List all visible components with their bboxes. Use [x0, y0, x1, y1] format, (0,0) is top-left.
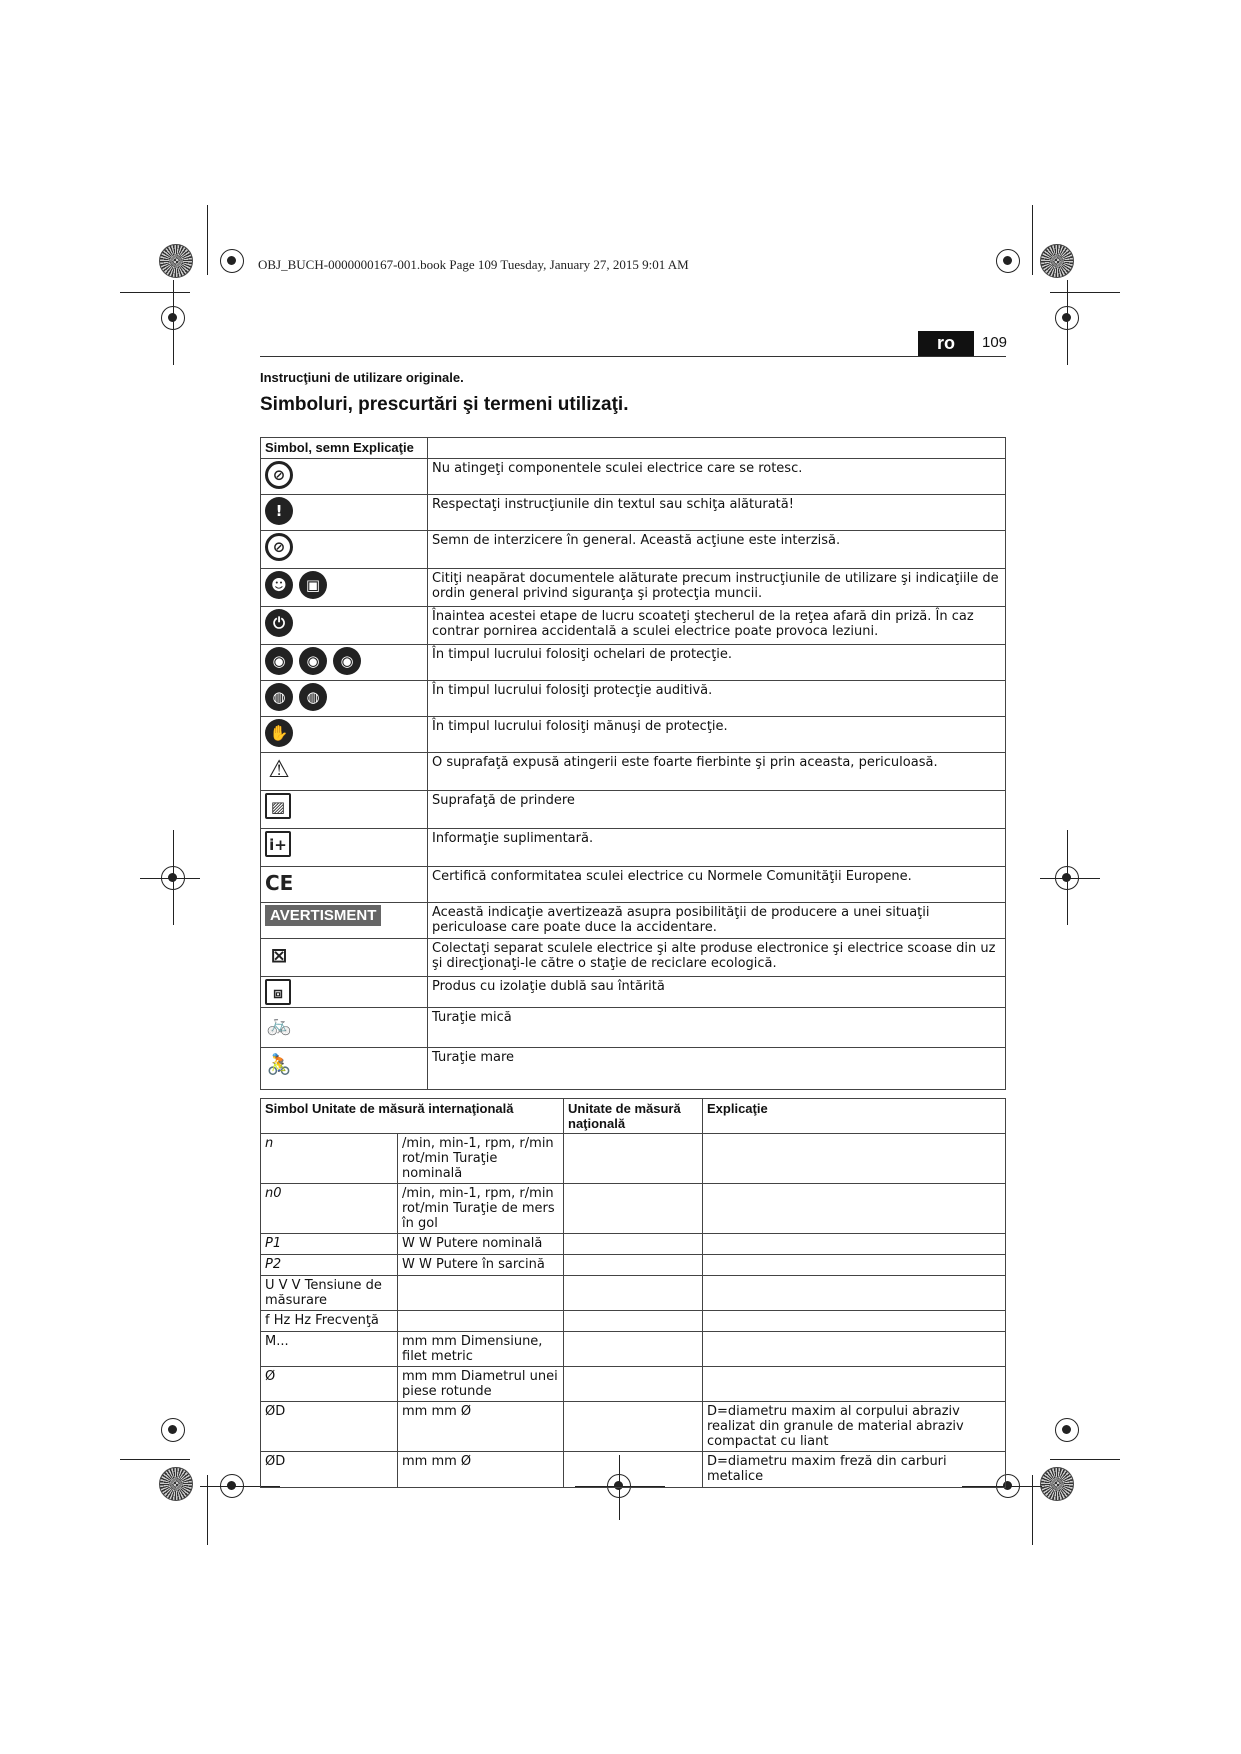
weee-bin-icon: ⊠ — [270, 943, 288, 967]
explanation-cell: Certifică conformitatea sculei electrice cu Normele Comunităţii Europene. — [428, 867, 1006, 903]
crosshair-icon — [220, 249, 244, 273]
double-insulation-icon — [265, 979, 423, 1005]
gloves-icon: ✋ — [265, 719, 293, 747]
info-icon: i+ — [265, 831, 291, 857]
page-number: 109 — [982, 334, 1008, 351]
international-unit-cell: W W Putere nominală — [398, 1234, 564, 1255]
table-row — [261, 867, 1006, 903]
national-unit-cell — [564, 1452, 703, 1488]
explanation-cell: Înaintea acestei etape de lucru scoateţi ştecherul de la reţea afară din priză. În caz contrar pornirea accidentală a sculei electrice poate provoca leziuni. — [428, 607, 1006, 645]
symbol-cell: P1 — [261, 1234, 398, 1255]
table-row — [261, 1184, 1006, 1234]
international-unit-cell: mm mm Diametrul unei piese rotunde — [398, 1367, 564, 1402]
symbol-cell — [261, 459, 428, 495]
table-row — [261, 717, 1006, 753]
table-row — [261, 1255, 1006, 1276]
international-unit-cell: /min, min-1, rpm, r/min rot/min Turaţie nominală — [398, 1134, 564, 1184]
explanation-cell — [703, 1184, 1006, 1234]
explanation-cell: D=diametru maxim freză din carburi metalice — [703, 1452, 1006, 1488]
warning-badge — [265, 905, 423, 926]
symbol-cell — [261, 867, 428, 903]
prohibition-icon — [265, 533, 423, 561]
explanation-cell: Citiţi neapărat documentele alăturate precum instrucţiunile de utilizare şi indicaţiile de ordin general privind siguranţa şi protecţia muncii. — [428, 569, 1006, 607]
explanation-cell: Semn de interzicere în general. Această acţiune este interzisă. — [428, 531, 1006, 569]
grip-surface-icon: ▨ — [265, 793, 291, 819]
explanation-cell: Turaţie mare — [428, 1048, 1006, 1090]
national-unit-cell — [564, 1276, 703, 1311]
language-tab: ro — [918, 331, 974, 356]
ear-protection-icon-0: ◍ — [265, 683, 293, 711]
eye-protection-icon-2: ◉ — [333, 647, 361, 675]
table-row — [261, 1402, 1006, 1452]
gloves-icon — [265, 719, 423, 747]
international-unit-cell: mm mm Ø — [398, 1452, 564, 1488]
explanation-cell — [703, 1234, 1006, 1255]
table-header: Explicaţie — [703, 1099, 1006, 1134]
symbol-cell — [261, 645, 428, 681]
hot-surface-icon: ⚠ — [268, 755, 290, 783]
explanation-cell — [703, 1276, 1006, 1311]
crosshair-icon — [161, 1418, 185, 1442]
table-row — [261, 1332, 1006, 1367]
read-manual-icon-0: ☻ — [265, 571, 293, 599]
units-table — [260, 1098, 1006, 1488]
registration-wheel-icon — [1040, 244, 1074, 278]
international-unit-cell: mm mm Dimensiune, filet metric — [398, 1332, 564, 1367]
explanation-cell: Produs cu izolaţie dublă sau întărită — [428, 977, 1006, 1008]
symbol-cell — [261, 681, 428, 717]
table-header: Simbol Unitate de măsură internaţională — [261, 1099, 564, 1134]
international-unit-cell: W W Putere în sarcină — [398, 1255, 564, 1276]
table-row — [261, 791, 1006, 829]
header-rule — [260, 356, 1006, 357]
info-icon — [265, 831, 423, 857]
national-unit-cell — [564, 1367, 703, 1402]
explanation-cell — [703, 1255, 1006, 1276]
table-row — [261, 1452, 1006, 1488]
ear-protection-icons — [265, 683, 423, 711]
explanation-cell: D=diametru maxim al corpului abraziv realizat din granule de material abraziv compactat cu liant — [703, 1402, 1006, 1452]
page-title: Simboluri, prescurtări şi termeni utilizaţi. — [260, 394, 629, 415]
weee-bin-icon — [265, 941, 423, 969]
explanation-cell: Nu atingeţi componentele sculei electrice care se rotesc. — [428, 459, 1006, 495]
national-unit-cell — [564, 1402, 703, 1452]
table-row — [261, 531, 1006, 569]
explanation-cell: Suprafaţă de prindere — [428, 791, 1006, 829]
symbols-table — [260, 437, 1006, 1090]
international-unit-cell: mm mm Ø — [398, 1402, 564, 1452]
symbol-cell — [261, 531, 428, 569]
registration-wheel-icon — [1040, 1467, 1074, 1501]
no-touch-rotating-icon: ⊘ — [265, 461, 293, 489]
symbol-cell — [261, 607, 428, 645]
table-row — [261, 459, 1006, 495]
registration-wheel-icon — [159, 244, 193, 278]
eye-protection-icons — [265, 647, 423, 675]
symbol-cell: P2 — [261, 1255, 398, 1276]
international-unit-cell: /min, min-1, rpm, r/min rot/min Turaţie de mers în gol — [398, 1184, 564, 1234]
explanation-cell: Această indicaţie avertizează asupra posibilităţii de producere a unei situaţii periculoase care poate duce la accidentare. — [428, 903, 1006, 939]
international-unit-cell — [398, 1276, 564, 1311]
table-row — [261, 495, 1006, 531]
national-unit-cell — [564, 1234, 703, 1255]
explanation-cell: O suprafaţă expusă atingerii este foarte fierbinte şi prin aceasta, periculoasă. — [428, 753, 1006, 791]
symbol-cell: n — [261, 1134, 398, 1184]
symbol-cell: Ø — [261, 1367, 398, 1402]
symbol-cell — [261, 791, 428, 829]
national-unit-cell — [564, 1311, 703, 1332]
symbol-cell: M... — [261, 1332, 398, 1367]
national-unit-cell — [564, 1134, 703, 1184]
explanation-cell: Colectaţi separat sculele electrice şi alte produse electronice şi electrice scoase din uz şi direcţionaţi-le către o staţie de reciclare ecologică. — [428, 939, 1006, 977]
table-row — [261, 753, 1006, 791]
explanation-cell — [703, 1311, 1006, 1332]
symbol-cell: ØD — [261, 1452, 398, 1488]
ear-protection-icon-1: ◍ — [299, 683, 327, 711]
table-header-row — [261, 1099, 1006, 1134]
explanation-cell — [703, 1332, 1006, 1367]
exclamation-icon — [265, 497, 423, 525]
ce-mark-icon — [265, 869, 423, 897]
symbol-cell — [261, 939, 428, 977]
table-row — [261, 977, 1006, 1008]
table-row — [261, 939, 1006, 977]
national-unit-cell — [564, 1255, 703, 1276]
table-row — [261, 1311, 1006, 1332]
table-row — [261, 569, 1006, 607]
crosshair-icon — [1055, 1418, 1079, 1442]
table-row — [261, 1234, 1006, 1255]
table-row — [261, 681, 1006, 717]
exclamation-icon: ! — [265, 497, 293, 525]
unplug-icon — [265, 609, 423, 637]
symbol-cell — [261, 977, 428, 1008]
table-row — [261, 1048, 1006, 1090]
table-header-row — [261, 438, 1006, 459]
symbol-cell — [261, 1048, 428, 1090]
double-insulation-icon: ⧈ — [265, 979, 291, 1005]
ce-mark-icon: CE — [265, 871, 294, 895]
registration-wheel-icon — [159, 1467, 193, 1501]
symbol-cell — [261, 569, 428, 607]
symbol-cell — [261, 717, 428, 753]
symbol-cell: U V V Tensiune de măsurare — [261, 1276, 398, 1311]
table-row — [261, 829, 1006, 867]
unplug-icon: ⏻ — [265, 609, 293, 637]
prohibition-icon: ⊘ — [265, 533, 293, 561]
table-header: Simbol, semn Explicaţie — [261, 438, 428, 459]
symbol-cell — [261, 903, 428, 939]
symbol-cell: f Hz Hz Frecvenţă — [261, 1311, 398, 1332]
table-row — [261, 1134, 1006, 1184]
low-speed-bicycle-icon — [265, 1010, 423, 1038]
low-speed-bicycle-icon: 🚲 — [266, 1012, 292, 1036]
national-unit-cell — [564, 1184, 703, 1234]
symbol-cell — [261, 753, 428, 791]
explanation-cell — [703, 1367, 1006, 1402]
table-row — [261, 645, 1006, 681]
national-unit-cell — [564, 1332, 703, 1367]
table-row — [261, 903, 1006, 939]
explanation-cell: În timpul lucrului folosiţi protecţie auditivă. — [428, 681, 1006, 717]
no-touch-rotating-icon — [265, 461, 423, 489]
high-speed-bicycle-icon — [265, 1050, 423, 1078]
crosshair-icon — [996, 249, 1020, 273]
table-row — [261, 1367, 1006, 1402]
table-row — [261, 607, 1006, 645]
table-row — [261, 1276, 1006, 1311]
symbol-cell: n0 — [261, 1184, 398, 1234]
international-unit-cell — [398, 1311, 564, 1332]
eye-protection-icon-0: ◉ — [265, 647, 293, 675]
hot-surface-icon — [265, 755, 423, 783]
read-manual-icon-1: ▣ — [299, 571, 327, 599]
read-manual-icons — [265, 571, 423, 599]
explanation-cell: În timpul lucrului folosiţi ochelari de protecţie. — [428, 645, 1006, 681]
eye-protection-icon-1: ◉ — [299, 647, 327, 675]
explanation-cell: Informaţie suplimentară. — [428, 829, 1006, 867]
symbol-cell — [261, 495, 428, 531]
table-row — [261, 1008, 1006, 1048]
explanation-cell: Respectaţi instrucţiunile din textul sau schiţa alăturată! — [428, 495, 1006, 531]
high-speed-bicycle-icon: 🚴 — [266, 1052, 292, 1076]
explanation-cell — [703, 1134, 1006, 1184]
book-header: OBJ_BUCH-0000000167-001.book Page 109 Tuesday, January 27, 2015 9:01 AM — [258, 257, 689, 272]
doc-subtitle: Instrucţiuni de utilizare originale. — [260, 370, 464, 385]
symbol-cell — [261, 1008, 428, 1048]
explanation-cell: În timpul lucrului folosiţi mănuşi de protecţie. — [428, 717, 1006, 753]
grip-surface-icon — [265, 793, 423, 819]
table-header-empty — [428, 438, 1006, 459]
symbol-cell: ØD — [261, 1402, 398, 1452]
explanation-cell: Turaţie mică — [428, 1008, 1006, 1048]
symbol-cell — [261, 829, 428, 867]
warning-badge: AVERTISMENT — [265, 905, 381, 926]
table-header: Unitate de măsură naţională — [564, 1099, 703, 1134]
